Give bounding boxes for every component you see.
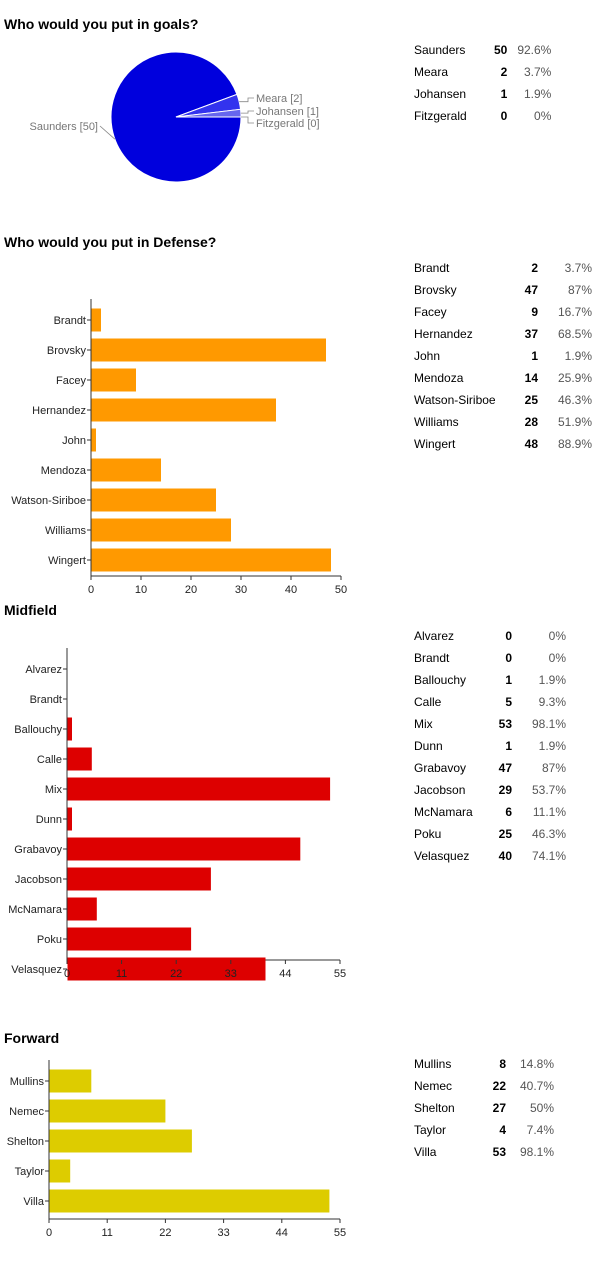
summary-percent: 16.7%	[557, 305, 592, 319]
category-label: Villa	[23, 1196, 44, 1208]
summary-percent: 0%	[548, 651, 566, 665]
summary-row	[414, 757, 566, 779]
summary-count: 0	[505, 651, 512, 665]
summary-percent: 53.7%	[531, 783, 566, 797]
summary-count: 25	[498, 827, 512, 841]
summary-name: Jacobson	[414, 783, 466, 797]
summary-percent: 11.1%	[532, 805, 566, 819]
summary-percent: 3.7%	[524, 65, 552, 79]
pie-slice-label: Fitzgerald [0]	[256, 118, 320, 130]
x-tick-label: 20	[184, 584, 198, 596]
defense-bar-chart	[0, 256, 380, 596]
summary-percent: 0%	[534, 109, 552, 123]
summary-percent: 87%	[541, 761, 566, 775]
bar	[68, 838, 301, 861]
summary-percent: 9.3%	[538, 695, 566, 709]
summary-percent: 98.1%	[531, 717, 566, 731]
summary-name: Saunders	[414, 43, 466, 57]
summary-count: 1	[505, 673, 512, 687]
summary-name: Brovsky	[414, 283, 457, 297]
summary-count: 2	[500, 65, 508, 79]
summary-count: 6	[505, 805, 512, 819]
summary-name: Calle	[414, 695, 442, 709]
category-label: Taylor	[14, 1166, 44, 1178]
summary-name: Taylor	[414, 1123, 447, 1137]
summary-name: Brandt	[414, 261, 450, 275]
summary-row	[414, 345, 592, 367]
summary-row	[414, 323, 592, 345]
summary-count: 2	[531, 261, 538, 275]
summary-row	[414, 389, 592, 411]
summary-name: John	[414, 349, 441, 363]
bar	[50, 1130, 192, 1153]
summary-percent: 46.3%	[531, 827, 566, 841]
x-tick-label: 11	[101, 1227, 113, 1239]
summary-name: Mendoza	[414, 371, 464, 385]
summary-name: Williams	[414, 415, 459, 429]
pie-slice-label: Saunders [50]	[29, 121, 98, 133]
summary-row	[414, 1119, 554, 1141]
defense-summary-table	[414, 257, 592, 455]
summary-count: 22	[492, 1079, 506, 1093]
summary-row	[414, 647, 566, 669]
bar	[50, 1190, 330, 1213]
summary-percent: 50%	[529, 1101, 554, 1115]
x-tick-label: 0	[45, 1227, 53, 1239]
summary-percent: 98.1%	[519, 1145, 554, 1159]
summary-row	[414, 257, 592, 279]
summary-percent: 14.8%	[519, 1057, 554, 1071]
x-tick-label: 55	[333, 1227, 347, 1239]
goals-summary-table	[414, 39, 551, 127]
summary-row	[414, 279, 592, 301]
summary-percent: 1.9%	[564, 349, 592, 363]
summary-row	[414, 1075, 554, 1097]
bar	[92, 489, 217, 512]
summary-name: Brandt	[414, 651, 450, 665]
section-goals	[0, 0, 603, 220]
summary-count: 0	[500, 109, 508, 123]
category-label: Facey	[56, 375, 86, 387]
summary-count: 28	[524, 415, 538, 429]
category-label: Alvarez	[25, 664, 62, 676]
summary-name: Johansen	[414, 87, 467, 101]
summary-percent: 1.9%	[538, 739, 566, 753]
summary-row	[414, 105, 551, 127]
summary-row	[414, 801, 566, 823]
summary-count: 4	[499, 1123, 506, 1137]
forward-bar-chart	[0, 1056, 380, 1280]
summary-count: 47	[498, 761, 512, 775]
summary-row	[414, 779, 566, 801]
section-forward	[0, 1020, 603, 1244]
summary-count: 9	[531, 305, 538, 319]
summary-count: 1	[505, 739, 512, 753]
category-label: McNamara	[8, 904, 62, 916]
summary-row	[414, 301, 592, 323]
summary-row	[414, 1097, 554, 1119]
summary-name: Alvarez	[414, 629, 455, 643]
summary-row	[414, 39, 551, 61]
pie-leader-line	[241, 117, 254, 123]
x-tick-label: 0	[87, 584, 95, 596]
summary-count: 1	[531, 349, 538, 363]
bar	[68, 748, 92, 771]
summary-percent: 87%	[567, 283, 592, 297]
summary-row	[414, 367, 592, 389]
x-tick-label: 33	[224, 968, 237, 980]
bar	[92, 369, 137, 392]
x-tick-label: 10	[134, 584, 148, 596]
category-label: Brandt	[53, 315, 86, 327]
summary-row	[414, 83, 551, 105]
summary-count: 27	[492, 1101, 506, 1115]
goals-pie-chart	[0, 40, 380, 240]
summary-percent: 51.9%	[557, 415, 592, 429]
summary-name: Meara	[414, 65, 449, 79]
x-tick-label: 44	[279, 968, 292, 980]
summary-name: Villa	[414, 1145, 437, 1159]
bar	[50, 1100, 166, 1123]
x-tick-label: 11	[115, 968, 128, 980]
summary-percent: 88.9%	[557, 437, 592, 451]
summary-count: 53	[498, 717, 512, 731]
summary-row	[414, 691, 566, 713]
summary-percent: 0%	[548, 629, 566, 643]
category-label: Shelton	[6, 1136, 44, 1148]
midfield-summary-table	[414, 625, 566, 867]
summary-name: Mix	[414, 717, 433, 731]
summary-row	[414, 433, 592, 455]
x-tick-label: 22	[159, 1227, 172, 1239]
summary-name: Fitzgerald	[414, 109, 467, 123]
pie-slice-label: Johansen [1]	[256, 106, 319, 118]
summary-row	[414, 845, 566, 867]
bar	[92, 399, 277, 422]
category-label: Grabavoy	[14, 844, 62, 856]
pie-slice-label: Meara [2]	[256, 93, 303, 105]
category-label: Brovsky	[46, 345, 86, 357]
x-tick-label: 40	[284, 584, 298, 596]
category-label: Hernandez	[32, 405, 86, 417]
summary-percent: 1.9%	[524, 87, 552, 101]
summary-row	[414, 1141, 554, 1163]
bar	[50, 1160, 71, 1183]
summary-percent: 92.6%	[517, 43, 552, 57]
forward-summary-table	[414, 1053, 554, 1163]
summary-name: Velasquez	[414, 849, 470, 863]
category-label: Watson-Siriboe	[11, 495, 86, 507]
x-tick-label: 33	[217, 1227, 230, 1239]
summary-name: Mullins	[414, 1057, 452, 1071]
summary-count: 1	[500, 87, 508, 101]
bar	[68, 808, 73, 831]
summary-count: 5	[505, 695, 512, 709]
summary-name: Hernandez	[414, 327, 473, 341]
category-label: Wingert	[48, 555, 86, 567]
category-label: Poku	[36, 934, 62, 946]
summary-count: 0	[505, 629, 512, 643]
x-tick-label: 30	[234, 584, 248, 596]
section-defense	[0, 220, 603, 596]
category-label: Mendoza	[40, 465, 86, 477]
summary-name: Grabavoy	[414, 761, 467, 775]
category-label: Williams	[45, 525, 86, 537]
bar	[92, 339, 327, 362]
summary-percent: 40.7%	[519, 1079, 554, 1093]
summary-percent: 3.7%	[564, 261, 592, 275]
category-label: Brandt	[29, 694, 62, 706]
section-midfield	[0, 592, 603, 1002]
category-label: John	[62, 435, 86, 447]
summary-count: 8	[499, 1057, 506, 1071]
question-title: Who would you put in goals?	[4, 16, 199, 32]
x-tick-label: 55	[333, 968, 347, 980]
category-label: Nemec	[9, 1106, 44, 1118]
question-title: Who would you put in Defense?	[4, 234, 217, 250]
bar	[68, 778, 331, 801]
summary-row	[414, 625, 566, 647]
summary-name: McNamara	[414, 805, 473, 819]
summary-name: Poku	[414, 827, 442, 841]
bar	[92, 309, 102, 332]
question-title: Forward	[4, 1030, 60, 1046]
summary-name: Ballouchy	[414, 673, 467, 687]
summary-row	[414, 411, 592, 433]
summary-name: Watson-Siriboe	[414, 393, 496, 407]
category-label: Calle	[36, 754, 62, 766]
x-tick-label: 22	[170, 968, 183, 980]
category-label: Dunn	[35, 814, 62, 826]
summary-count: 14	[524, 371, 538, 385]
bar	[50, 1070, 92, 1093]
summary-name: Shelton	[414, 1101, 455, 1115]
summary-name: Facey	[414, 305, 447, 319]
bar	[68, 898, 97, 921]
summary-count: 37	[524, 327, 538, 341]
summary-count: 25	[524, 393, 538, 407]
summary-percent: 68.5%	[557, 327, 592, 341]
bar	[92, 429, 97, 452]
x-tick-label: 50	[334, 584, 348, 596]
bar	[92, 519, 232, 542]
summary-percent: 7.4%	[526, 1123, 554, 1137]
summary-name: Nemec	[414, 1079, 453, 1093]
summary-count: 29	[498, 783, 512, 797]
x-tick-label: 44	[275, 1227, 288, 1239]
summary-count: 47	[524, 283, 538, 297]
bar	[68, 928, 192, 951]
summary-percent: 25.9%	[557, 371, 592, 385]
summary-row	[414, 713, 566, 735]
summary-row	[414, 61, 551, 83]
pie-leader-line	[239, 98, 254, 102]
category-label: Mix	[44, 784, 62, 796]
summary-row	[414, 1053, 554, 1075]
summary-row	[414, 823, 566, 845]
pie-leader-line	[241, 111, 254, 113]
category-label: Jacobson	[14, 874, 62, 886]
bar	[92, 549, 332, 572]
question-title: Midfield	[4, 602, 57, 618]
category-label: Mullins	[9, 1076, 44, 1088]
summary-name: Wingert	[414, 437, 456, 451]
summary-row	[414, 669, 566, 691]
midfield-bar-chart	[0, 628, 380, 1028]
x-tick-label: 0	[63, 968, 71, 980]
summary-percent: 1.9%	[538, 673, 566, 687]
bar	[68, 718, 73, 741]
summary-percent: 46.3%	[557, 393, 592, 407]
category-label: Velasquez	[11, 964, 62, 976]
bar	[68, 868, 211, 891]
category-label: Ballouchy	[14, 724, 62, 736]
summary-row	[414, 735, 566, 757]
summary-count: 50	[494, 43, 508, 57]
summary-count: 48	[524, 437, 538, 451]
summary-count: 40	[498, 849, 512, 863]
bar	[92, 459, 162, 482]
summary-count: 53	[492, 1145, 506, 1159]
summary-percent: 74.1%	[531, 849, 566, 863]
summary-name: Dunn	[414, 739, 443, 753]
